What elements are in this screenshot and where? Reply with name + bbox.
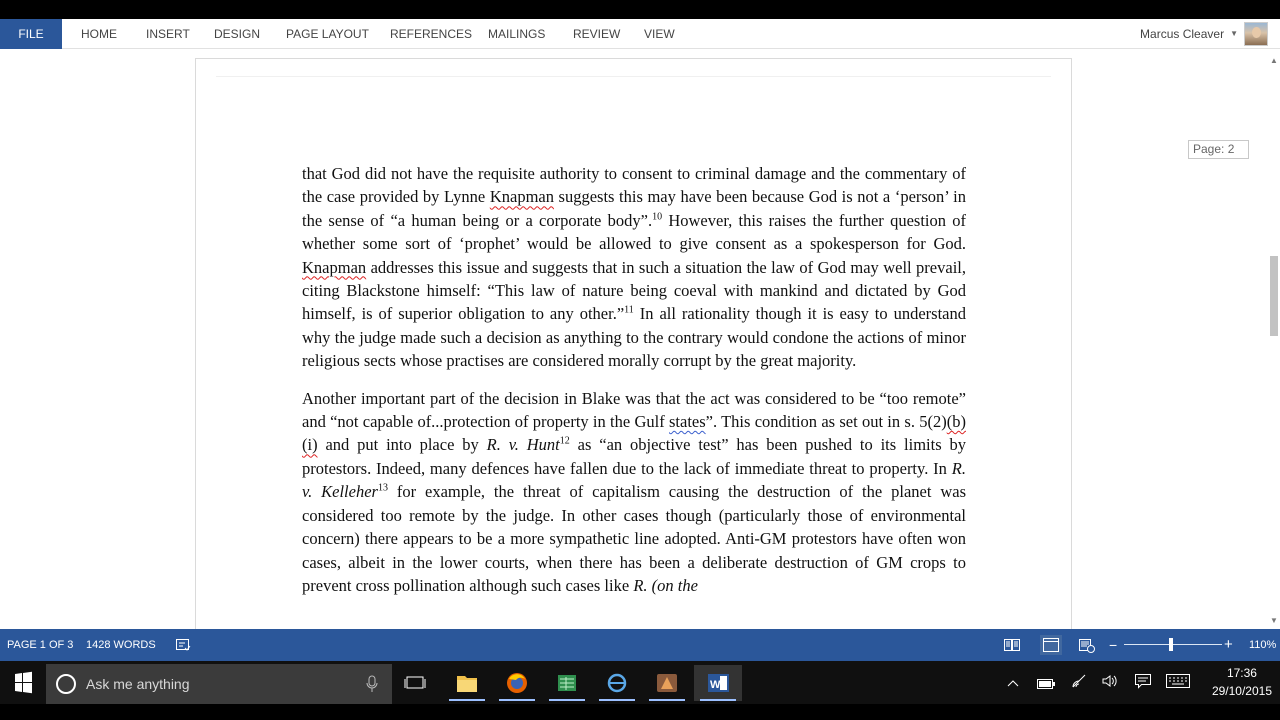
proofing-icon[interactable] xyxy=(175,637,193,653)
vertical-scrollbar[interactable] xyxy=(1268,50,1280,629)
clock-time: 17:36 xyxy=(1226,666,1257,680)
paragraph: that God did not have the requisite authority to consent to criminal damage and the commentary of the case provided by Lynne Knapman suggests this may have been because God is not a ‘person’ in the sense of “a human being or a corporate body”.$^{10}$ However, this raises the further question of whether some sort of ‘prophet’ would be allowed to give consent as a spokesperson for God. Knapman addresses this issue and suggests that in such a situation the law of God may well prevail, citing Blackstone himself: “This law of nature being coeval with mankind and dictated by God himself, is of superior obligation to any other.”$^{11}$ In all rationality though it is easy to understand why the judge made such a decision as anything to the contrary would condone the actions of minor religious sects whose practises are considered morally corrupt by the great majority. xyxy=(302,164,966,371)
print-layout-icon[interactable] xyxy=(1040,635,1062,655)
battery-icon[interactable] xyxy=(1037,676,1055,694)
zoom-in-icon[interactable]: + xyxy=(1224,636,1233,653)
scroll-up-icon[interactable]: ▲ xyxy=(1270,56,1278,65)
spreadsheet-app-icon[interactable] xyxy=(543,665,591,701)
clock-date: 29/10/2015 xyxy=(1211,684,1272,698)
volume-icon[interactable] xyxy=(1101,673,1119,694)
media-app-icon[interactable] xyxy=(643,665,691,701)
case-citation: R. (on the xyxy=(633,575,698,595)
search-input[interactable] xyxy=(46,664,392,704)
tab-mailings[interactable]: MAILINGS xyxy=(488,27,546,41)
tab-home[interactable]: HOME xyxy=(81,27,117,41)
top-bar xyxy=(0,0,1280,19)
user-account[interactable] xyxy=(1140,19,1268,49)
grammar-error[interactable]: states xyxy=(669,412,706,432)
header-divider xyxy=(216,76,1051,77)
read-mode-icon[interactable] xyxy=(1003,637,1021,653)
zoom-slider[interactable] xyxy=(1124,644,1222,645)
user-name: Marcus Cleaver xyxy=(1140,27,1225,41)
tab-review[interactable]: REVIEW xyxy=(573,27,621,41)
chevron-up-icon[interactable] xyxy=(1006,675,1020,693)
case-citation: R. v. Kelleher xyxy=(302,458,966,502)
clock[interactable] xyxy=(1212,664,1272,700)
scroll-thumb[interactable] xyxy=(1270,256,1278,336)
spell-error[interactable]: (b)(i) xyxy=(302,412,966,455)
ribbon-tabs xyxy=(0,19,1280,49)
search-placeholder: Ask me anything xyxy=(86,676,190,692)
keyboard-icon[interactable] xyxy=(1166,674,1190,693)
document-canvas xyxy=(0,50,1280,629)
page-count[interactable]: PAGE 1 OF 3 xyxy=(7,639,74,651)
task-view-icon[interactable] xyxy=(392,665,440,701)
file-explorer-icon[interactable] xyxy=(443,665,491,701)
microphone-icon[interactable] xyxy=(366,675,378,698)
paragraph: Another important part of the decision in Blake was that the act was considered to be “too remote” and “not capable of...protection of property in the Gulf states”. This condition as set out in s. 5(2)(b)(i) and put into place by R. v. Hunt$^{12}$ as “an objective test” has been pushed to its limits by protestors. Indeed, many defences have fallen due to the lack of immediate threat to property. In R. v. Kelleher$^{13}$ for example, the threat of capitalism causing the destruction of the planet was considered too remote by the judge. In other cases though (particularly those of environmental concern) there appears to be a more sympathetic line adopted. Anti-GM protestors have often won cases, albeit in the lower courts, when there has been a deliberate destruction of GM crops to prevent cross pollination although such cases like R. (on the xyxy=(302,388,966,595)
tab-page-layout[interactable]: PAGE LAYOUT xyxy=(286,27,369,41)
case-citation: R. v. Hunt xyxy=(486,435,560,455)
page-indicator: Page: 2 xyxy=(1188,140,1249,159)
spell-error[interactable]: Knapman xyxy=(489,187,554,207)
footnote-ref[interactable]: 13 xyxy=(377,482,388,494)
status-bar xyxy=(0,629,1280,661)
document-page[interactable] xyxy=(195,58,1072,629)
start-button[interactable] xyxy=(0,661,46,705)
avatar xyxy=(1244,22,1268,46)
tab-references[interactable]: REFERENCES xyxy=(390,27,473,41)
bottom-bar xyxy=(0,704,1280,720)
tab-insert[interactable]: INSERT xyxy=(146,27,190,41)
footnote-ref[interactable]: 10 xyxy=(652,211,663,223)
tab-view[interactable]: VIEW xyxy=(644,27,675,41)
app-icon[interactable] xyxy=(593,665,641,701)
windows-icon xyxy=(0,661,46,705)
footnote-ref[interactable]: 11 xyxy=(624,304,634,316)
firefox-icon[interactable] xyxy=(493,665,541,701)
tab-file[interactable]: FILE xyxy=(0,19,62,49)
spell-error[interactable]: Knapman xyxy=(302,257,367,277)
zoom-out-icon[interactable]: − xyxy=(1109,637,1118,653)
word-count[interactable]: 1428 WORDS xyxy=(86,639,156,651)
zoom-slider-thumb[interactable] xyxy=(1169,638,1173,651)
footnote-ref[interactable]: 12 xyxy=(559,435,570,447)
word-icon[interactable] xyxy=(694,665,742,701)
svg-text:W: W xyxy=(710,679,721,691)
tab-design[interactable]: DESIGN xyxy=(214,27,261,41)
wifi-icon[interactable] xyxy=(1071,673,1087,694)
zoom-level[interactable]: 110% xyxy=(1249,639,1277,651)
chevron-down-icon: ▼ xyxy=(1230,28,1238,38)
notifications-icon[interactable] xyxy=(1134,673,1152,694)
document-body[interactable] xyxy=(302,162,966,611)
scroll-down-icon[interactable]: ▼ xyxy=(1270,616,1278,625)
cortana-icon[interactable] xyxy=(56,674,76,694)
web-layout-icon[interactable] xyxy=(1078,637,1096,653)
